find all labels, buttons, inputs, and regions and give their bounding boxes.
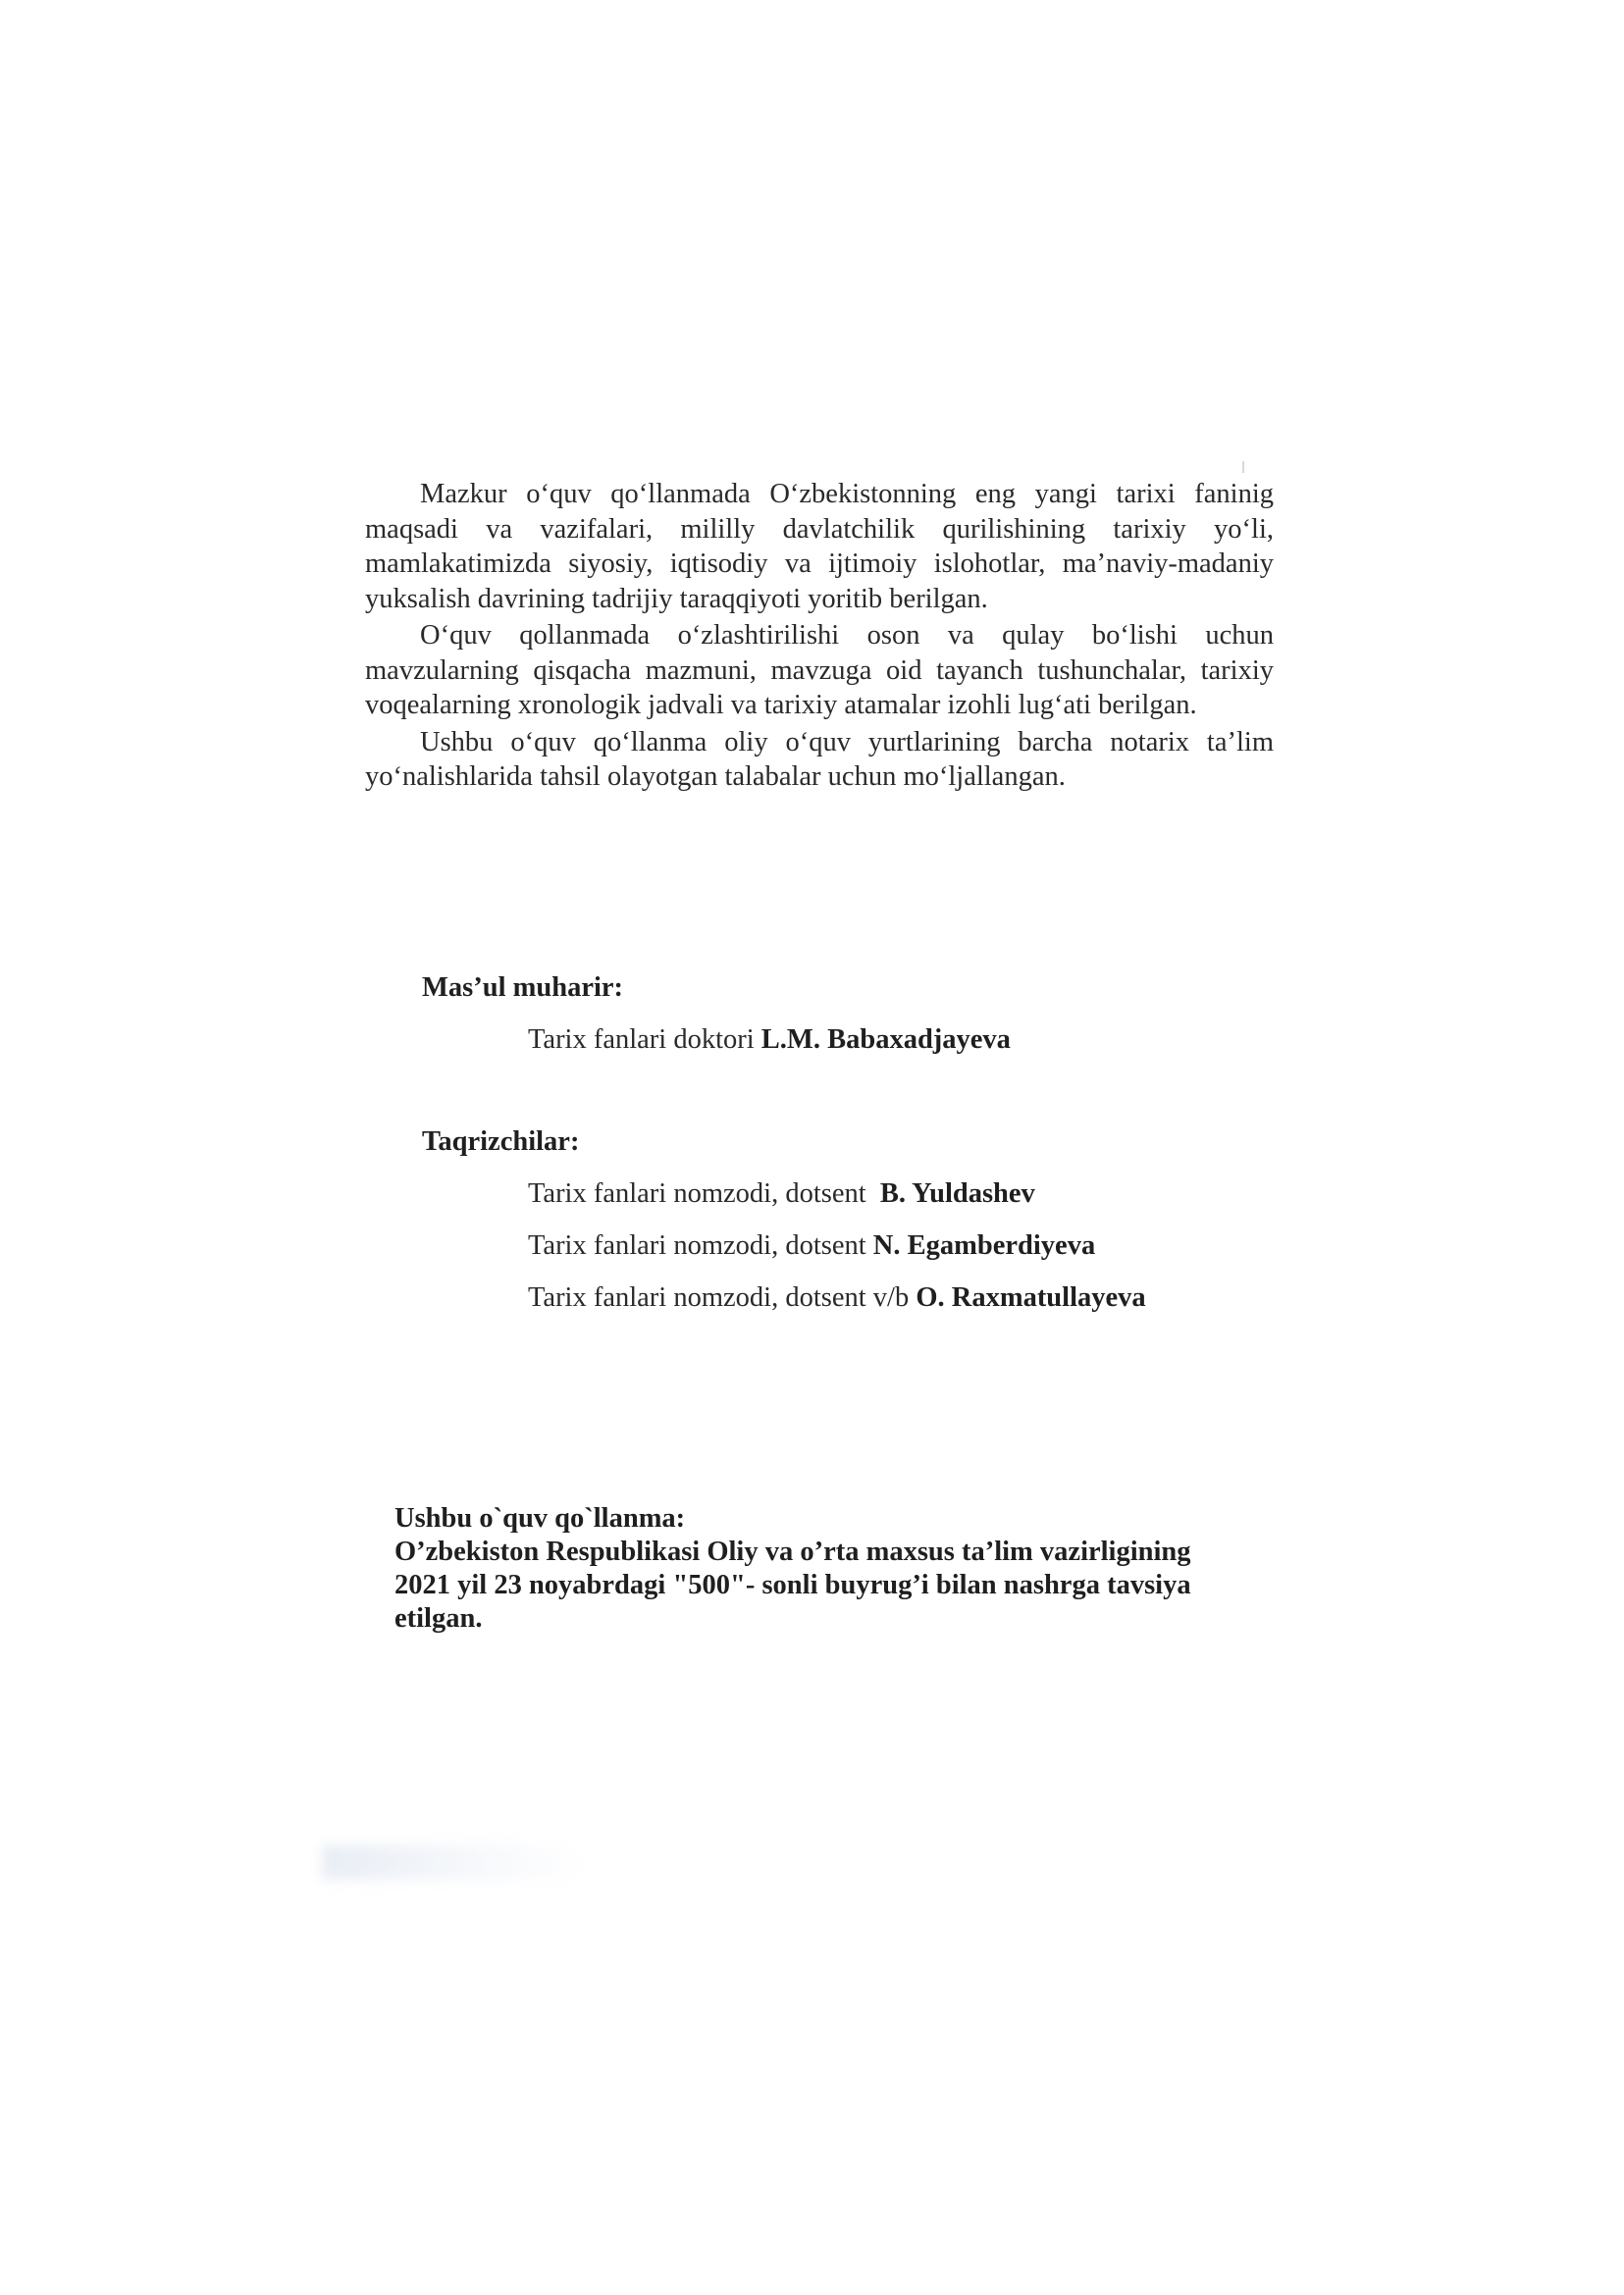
reviewer-credit bbox=[528, 1280, 1146, 1316]
editor-heading: Mas’ul muharir: bbox=[422, 972, 624, 1003]
reviewer-credit bbox=[528, 1228, 1095, 1264]
abstract-paragraph: Ushbu o‘quv qo‘llanma oliy o‘quv yurtlarining barcha notarix ta’lim yo‘nalishlarida tahsil olayotgan talabalar uchun mo‘ljallangan. bbox=[365, 726, 1274, 792]
approval-line: etilgan. bbox=[394, 1603, 483, 1634]
reviewer-credit bbox=[528, 1176, 1035, 1212]
editor-name: L.M. Babaxadjayeva bbox=[760, 1024, 1011, 1055]
scan-smudge bbox=[322, 1845, 587, 1880]
reviewer-title: Tarix fanlari nomzodi, dotsent bbox=[528, 1230, 866, 1261]
scan-speck bbox=[1242, 461, 1244, 473]
approval-line: O’zbekiston Respublikasi Oliy va o’rta maxsus ta’lim vazirligining bbox=[394, 1537, 1191, 1567]
approval-note bbox=[394, 1502, 1254, 1636]
approval-line: 2021 yil 23 noyabrdagi "500"- sonli buyrug’i bilan nashrga tavsiya bbox=[394, 1570, 1191, 1600]
abstract bbox=[365, 477, 1274, 795]
reviewer-title: Tarix fanlari nomzodi, dotsent bbox=[528, 1178, 866, 1209]
abstract-paragraph: Mazkur o‘quv qo‘llanmada O‘zbekistonning eng yangi tarixi faninig maqsadi va vazifalari, mililly davlatchilik qurilishining tarixiy yo‘li, mamlakatimizda siyosiy, iqtisodiy va ijtimoiy islohotlar, ma’naviy-madaniy yuksalish davrining tadrijiy taraqqiyoti yoritib berilgan. bbox=[365, 479, 1274, 614]
approval-heading: Ushbu o`quv qo`llanma: bbox=[394, 1503, 686, 1534]
editor-title: Tarix fanlari doktori bbox=[528, 1024, 755, 1055]
abstract-paragraph: O‘quv qollanmada o‘zlashtirilishi oson va qulay bo‘lishi uchun mavzularning qisqacha mazmuni, mavzuga oid tayanch tushunchalar, tarixiy voqealarning xronologik jadvali va tarixiy atamalar izohli lug‘ati berilgan. bbox=[365, 620, 1274, 720]
reviewer-title: Tarix fanlari nomzodi, dotsent v/b bbox=[528, 1282, 910, 1313]
reviewer-name: N. Egamberdiyeva bbox=[872, 1230, 1096, 1261]
reviewers-heading: Taqrizchilar: bbox=[422, 1126, 580, 1157]
reviewer-name: B. Yuldashev bbox=[879, 1178, 1035, 1209]
editor-credit bbox=[528, 1022, 1011, 1058]
reviewer-name: O. Raxmatullayeva bbox=[916, 1282, 1146, 1313]
